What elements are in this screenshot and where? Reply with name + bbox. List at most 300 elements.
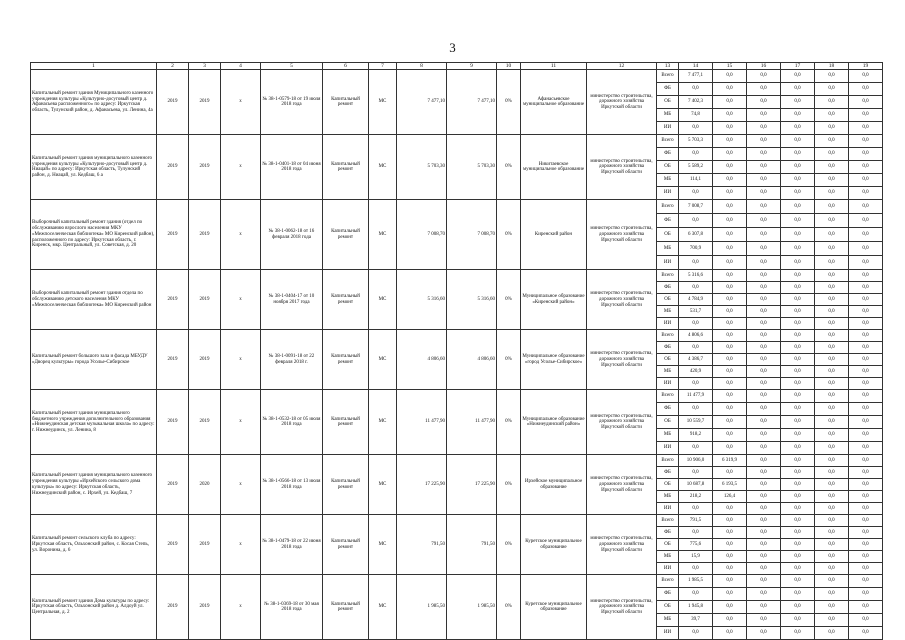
funding-source-label: Всего — [657, 575, 679, 588]
funding-value: 0,0 — [747, 527, 781, 539]
funding-value: 0,0 — [815, 527, 849, 539]
funding-value: 0,0 — [747, 366, 781, 378]
funding-value: 0,0 — [815, 242, 849, 256]
year-start: 2019 — [157, 200, 189, 270]
funding-value: 0,0 — [713, 96, 747, 109]
expertise-conclusion: № 38-1-0062-18 от 16 февраля 2018 года — [261, 200, 323, 270]
funding-value: 0,0 — [815, 390, 849, 403]
funding-value: 0,0 — [713, 354, 747, 366]
funding-value: 0,0 — [747, 601, 781, 614]
funding-value: 0,0 — [781, 242, 815, 256]
funding-value: 0,0 — [679, 83, 713, 96]
funding-value: 0,0 — [849, 318, 883, 330]
funding-value: 791,5 — [679, 515, 713, 527]
funding-value: 0,0 — [747, 491, 781, 503]
funding-value: 0,0 — [713, 109, 747, 122]
mark-cell: х — [221, 455, 261, 515]
funding-value: 0,0 — [781, 96, 815, 109]
funding-value: 0,0 — [747, 83, 781, 96]
ownership-cell: МС — [369, 575, 397, 640]
funding-source-label: ФБ — [657, 467, 679, 479]
funding-value: 0,0 — [849, 403, 883, 416]
work-type: Капитальный ремонт — [323, 455, 369, 515]
funding-value: 0,0 — [781, 342, 815, 354]
funding-value: 0,0 — [747, 256, 781, 270]
column-header: 6 — [323, 63, 369, 70]
funding-value: 0,0 — [781, 467, 815, 479]
column-header: 9 — [447, 63, 497, 70]
funding-value: 0,0 — [679, 378, 713, 390]
remaining-cost: 5 703,30 — [447, 135, 497, 200]
funding-value: 0,0 — [713, 256, 747, 270]
funding-value: 0,0 — [747, 467, 781, 479]
funding-value: 0,0 — [815, 467, 849, 479]
funding-value: 0,0 — [781, 282, 815, 294]
funding-value: 0,0 — [713, 515, 747, 527]
funding-value: 0,0 — [849, 83, 883, 96]
funding-value: 0,0 — [679, 282, 713, 294]
funding-value: 0,0 — [849, 161, 883, 174]
ownership-cell: МС — [369, 390, 397, 455]
funding-value: 0,0 — [713, 390, 747, 403]
funding-value: 0,0 — [815, 455, 849, 467]
funding-value: 0,0 — [747, 354, 781, 366]
funding-value: 0,0 — [815, 378, 849, 390]
funding-value: 0,0 — [815, 503, 849, 515]
funding-value: 0,0 — [781, 200, 815, 214]
funding-value: 7 477,1 — [679, 70, 713, 83]
funding-value: 0,0 — [713, 588, 747, 601]
column-header: 11 — [521, 63, 587, 70]
funding-value: 0,0 — [815, 174, 849, 187]
ownership-cell: МС — [369, 135, 397, 200]
estimated-cost: 4 806,60 — [397, 330, 447, 390]
funding-value: 0,0 — [679, 442, 713, 455]
funding-value: 0,0 — [815, 161, 849, 174]
object-description: Капитальный ремонт здания муниципального бюджетного учреждения дополнительного образования «Нижнеудинская детская музыкальная школа» по адресу: г. Нижнеудинск, ул. Ленина, 8 — [31, 390, 157, 455]
funding-value: 0,0 — [747, 416, 781, 429]
column-header: 4 — [221, 63, 261, 70]
ownership-cell: МС — [369, 515, 397, 575]
funding-value: 0,0 — [781, 318, 815, 330]
funding-value: 0,0 — [713, 503, 747, 515]
object-description: Капитальный ремонт большого зала и фасада МБУДУ «Дворец культуры» города Усолье-Сибирское — [31, 330, 157, 390]
funding-value: 0,0 — [679, 627, 713, 640]
header-row — [31, 63, 883, 70]
funding-value: 0,0 — [849, 366, 883, 378]
funding-value: 0,0 — [849, 242, 883, 256]
funding-value: 0,0 — [713, 614, 747, 627]
funding-value: 0,0 — [747, 588, 781, 601]
funding-value: 0,0 — [781, 515, 815, 527]
funding-value: 0,0 — [849, 551, 883, 563]
column-header: 2 — [157, 63, 189, 70]
readiness-percent: 0% — [497, 575, 521, 640]
funding-value: 0,0 — [781, 256, 815, 270]
funding-value: 0,0 — [815, 282, 849, 294]
funding-value: 0,0 — [815, 200, 849, 214]
funding-value: 0,0 — [849, 378, 883, 390]
funding-source-label: ИИ — [657, 442, 679, 455]
funding-value: 0,0 — [781, 527, 815, 539]
funding-value: 7 402,3 — [679, 96, 713, 109]
expertise-conclusion: № 38-1-0091-18 от 22 февраля 2018 г. — [261, 330, 323, 390]
funding-value: 0,0 — [815, 551, 849, 563]
funding-value: 0,0 — [781, 122, 815, 135]
municipality: Куретское муниципальное образование — [521, 575, 587, 640]
funding-source-label: МБ — [657, 614, 679, 627]
object-row — [31, 70, 883, 83]
funding-value: 0,0 — [849, 306, 883, 318]
funding-value: 0,0 — [781, 503, 815, 515]
funding-value: 0,0 — [713, 378, 747, 390]
object-description: Капитальный ремонт здания муниципального казенного учреждения культуры «Ирхейского сельского дома культуры» по адресу: Иркутская область, Нижнеудинский район, с. Ирхей, ул. Кедбаш, 7 — [31, 455, 157, 515]
funding-source-label: ОБ — [657, 294, 679, 306]
funding-value: 0,0 — [747, 228, 781, 242]
funding-value: 0,0 — [747, 330, 781, 342]
mark-cell: х — [221, 270, 261, 330]
funding-value: 0,0 — [781, 109, 815, 122]
funding-value: 0,0 — [713, 161, 747, 174]
funding-value: 0,0 — [849, 563, 883, 575]
funding-value: 0,0 — [849, 515, 883, 527]
funding-value: 0,0 — [815, 515, 849, 527]
funding-value: 0,0 — [747, 575, 781, 588]
object-description: Капитальный ремонт здания Дома культуры по адресу: Иркутская область, Ольхонский район д. Алдоуй ул. Центральная, д. 2 — [31, 575, 157, 640]
work-type: Капитальный ремонт — [323, 200, 369, 270]
funding-value: 0,0 — [815, 366, 849, 378]
municipality: Муниципальное образование «Нижнеудинский район» — [521, 390, 587, 455]
funding-value: 0,0 — [781, 390, 815, 403]
funding-value: 0,0 — [815, 601, 849, 614]
estimated-cost: 791,50 — [397, 515, 447, 575]
funding-source-label: ИИ — [657, 627, 679, 640]
funding-value: 0,0 — [781, 135, 815, 148]
remaining-cost: 7 477,10 — [447, 70, 497, 135]
funding-value: 0,0 — [781, 366, 815, 378]
column-header: 1 — [31, 63, 157, 70]
funding-value: 0,0 — [747, 479, 781, 491]
funding-value: 0,0 — [747, 96, 781, 109]
funding-value: 0,0 — [849, 256, 883, 270]
year-start: 2019 — [157, 70, 189, 135]
funding-value: 0,0 — [815, 429, 849, 442]
column-header: 18 — [815, 63, 849, 70]
funding-value: 0,0 — [815, 318, 849, 330]
funding-value: 10 687,8 — [679, 479, 713, 491]
funding-value: 0,0 — [849, 527, 883, 539]
customer: министерство строительства, дорожного хозяйства Иркутской области — [587, 270, 657, 330]
work-type: Капитальный ремонт — [323, 135, 369, 200]
funding-source-label: Всего — [657, 390, 679, 403]
funding-value: 0,0 — [781, 539, 815, 551]
objects-table — [30, 62, 883, 640]
funding-source-label: МБ — [657, 174, 679, 187]
expertise-conclusion: № 38-1-0369-18 от 30 мая 2018 года — [261, 575, 323, 640]
funding-value: 0,0 — [713, 416, 747, 429]
funding-value: 0,0 — [747, 282, 781, 294]
object-row — [31, 200, 883, 214]
funding-source-label: МБ — [657, 242, 679, 256]
expertise-conclusion: № 38-1-0479-18 от 22 июня 2018 года — [261, 515, 323, 575]
funding-value: 0,0 — [849, 588, 883, 601]
funding-value: 0,0 — [679, 588, 713, 601]
mark-cell: х — [221, 575, 261, 640]
municipality: Муниципальное образование «город Усолье-Сибирское» — [521, 330, 587, 390]
municipality: Киренский район — [521, 200, 587, 270]
column-header: 12 — [587, 63, 657, 70]
ownership-cell: МС — [369, 270, 397, 330]
column-header: 13 — [657, 63, 679, 70]
funding-source-label: Всего — [657, 515, 679, 527]
funding-value: 0,0 — [781, 354, 815, 366]
funding-value: 0,0 — [781, 403, 815, 416]
year-end: 2020 — [189, 455, 221, 515]
remaining-cost: 7 008,70 — [447, 200, 497, 270]
funding-value: 0,0 — [781, 83, 815, 96]
funding-value: 0,0 — [849, 96, 883, 109]
funding-value: 15,9 — [679, 551, 713, 563]
funding-source-label: МБ — [657, 109, 679, 122]
funding-value: 0,0 — [747, 390, 781, 403]
funding-value: 0,0 — [679, 148, 713, 161]
funding-value: 0,0 — [815, 614, 849, 627]
readiness-percent: 0% — [497, 70, 521, 135]
work-type: Капитальный ремонт — [323, 270, 369, 330]
mark-cell: х — [221, 515, 261, 575]
funding-value: 218,2 — [679, 491, 713, 503]
object-row — [31, 135, 883, 148]
funding-source-label: ОБ — [657, 161, 679, 174]
estimated-cost: 7 008,70 — [397, 200, 447, 270]
funding-source-label: ФБ — [657, 527, 679, 539]
funding-value: 0,0 — [849, 416, 883, 429]
funding-value: 0,0 — [781, 627, 815, 640]
funding-value: 0,0 — [849, 148, 883, 161]
readiness-percent: 0% — [497, 135, 521, 200]
object-description: Капитальный ремонт здания Муниципального казенного учреждения культуры «Культурно-досуговый центр д. Афанасьева распложенного» по адресу: Иркутская область, Тулунский район, д. Афанасьева, ул. Ленина, 4а — [31, 70, 157, 135]
funding-value: 0,0 — [713, 122, 747, 135]
funding-value: 0,0 — [713, 467, 747, 479]
column-header: 7 — [369, 63, 397, 70]
object-row — [31, 270, 883, 282]
funding-value: 0,0 — [815, 83, 849, 96]
funding-value: 0,0 — [781, 442, 815, 455]
funding-source-label: ИИ — [657, 256, 679, 270]
funding-value: 0,0 — [849, 575, 883, 588]
funding-source-label: ИИ — [657, 503, 679, 515]
funding-value: 0,0 — [679, 187, 713, 200]
object-description: Выборочный капитальный ремонт здания (отдел по обслуживанию взрослого населения МКУ «Межпоселенческая библиотека» МО Киренский район), расположенного по адресу: Иркутская область, г. Киренск, мкр. Центральный, ул. Советская, д. 20 — [31, 200, 157, 270]
funding-value: 0,0 — [849, 627, 883, 640]
funding-value: 0,0 — [713, 294, 747, 306]
funding-source-label: ИИ — [657, 318, 679, 330]
funding-value: 0,0 — [815, 416, 849, 429]
funding-value: 918,2 — [679, 429, 713, 442]
customer: министерство строительства, дорожного хозяйства Иркутской области — [587, 575, 657, 640]
column-header: 10 — [497, 63, 521, 70]
funding-value: 0,0 — [747, 200, 781, 214]
funding-value: 0,0 — [781, 148, 815, 161]
funding-value: 0,0 — [679, 563, 713, 575]
year-start: 2019 — [157, 135, 189, 200]
funding-value: 4 806,6 — [679, 330, 713, 342]
funding-value: 4 784,9 — [679, 294, 713, 306]
funding-value: 0,0 — [747, 122, 781, 135]
funding-value: 0,0 — [679, 122, 713, 135]
funding-value: 0,0 — [747, 614, 781, 627]
funding-value: 0,0 — [781, 330, 815, 342]
funding-source-label: Всего — [657, 455, 679, 467]
funding-value: 0,0 — [713, 200, 747, 214]
funding-value: 0,0 — [781, 70, 815, 83]
funding-value: 0,0 — [849, 282, 883, 294]
funding-value: 0,0 — [679, 527, 713, 539]
year-end: 2019 — [189, 575, 221, 640]
expertise-conclusion: № 38-1-0579-18 от 19 июля 2018 года — [261, 70, 323, 135]
funding-value: 531,7 — [679, 306, 713, 318]
funding-value: 0,0 — [781, 575, 815, 588]
object-description: Капитальный ремонт здания муниципального казенного учреждения культуры «Культурно-досуговый центр д. Ниацай» по адресу: Иркутская область, Тулунский район, д. Ниацай, ул. Кедбаш, 6 а — [31, 135, 157, 200]
funding-source-label: ФБ — [657, 403, 679, 416]
funding-value: 0,0 — [849, 455, 883, 467]
funding-value: 0,0 — [747, 214, 781, 228]
column-header: 17 — [781, 63, 815, 70]
year-end: 2019 — [189, 70, 221, 135]
funding-source-label: Всего — [657, 200, 679, 214]
funding-value: 0,0 — [815, 354, 849, 366]
funding-value: 0,0 — [747, 174, 781, 187]
funding-value: 0,0 — [747, 378, 781, 390]
page-number: 3 — [449, 40, 456, 55]
funding-value: 0,0 — [849, 342, 883, 354]
funding-value: 775,6 — [679, 539, 713, 551]
ownership-cell: МС — [369, 200, 397, 270]
expertise-conclusion: № 38-1-0566-18 от 13 июля 2018 года — [261, 455, 323, 515]
funding-value: 420,9 — [679, 366, 713, 378]
funding-value: 0,0 — [849, 270, 883, 282]
funding-value: 0,0 — [815, 122, 849, 135]
funding-value: 0,0 — [781, 614, 815, 627]
funding-value: 0,0 — [679, 256, 713, 270]
funding-value: 0,0 — [815, 442, 849, 455]
funding-value: 0,0 — [713, 187, 747, 200]
funding-source-label: ОБ — [657, 354, 679, 366]
funding-value: 0,0 — [781, 416, 815, 429]
funding-value: 0,0 — [747, 442, 781, 455]
work-type: Капитальный ремонт — [323, 70, 369, 135]
funding-value: 0,0 — [679, 467, 713, 479]
funding-source-label: ОБ — [657, 601, 679, 614]
funding-value: 0,0 — [781, 588, 815, 601]
mark-cell: х — [221, 70, 261, 135]
funding-value: 0,0 — [781, 270, 815, 282]
mark-cell: х — [221, 135, 261, 200]
funding-value: 0,0 — [815, 306, 849, 318]
year-end: 2019 — [189, 515, 221, 575]
funding-value: 0,0 — [679, 403, 713, 416]
funding-value: 0,0 — [713, 342, 747, 354]
funding-value: 0,0 — [747, 403, 781, 416]
funding-value: 0,0 — [781, 455, 815, 467]
funding-value: 0,0 — [747, 270, 781, 282]
municipality: Афанасьевское муниципальное образование — [521, 70, 587, 135]
expertise-conclusion: № 38-1-0404-17 от 10 ноября 2017 года — [261, 270, 323, 330]
funding-source-label: МБ — [657, 551, 679, 563]
funding-value: 0,0 — [781, 294, 815, 306]
funding-value: 0,0 — [713, 551, 747, 563]
funding-source-label: ОБ — [657, 479, 679, 491]
funding-value: 0,0 — [815, 342, 849, 354]
customer: министерство строительства, дорожного хозяйства Иркутской области — [587, 455, 657, 515]
funding-value: 0,0 — [679, 503, 713, 515]
ownership-cell: МС — [369, 70, 397, 135]
mark-cell: х — [221, 390, 261, 455]
mark-cell: х — [221, 200, 261, 270]
funding-value: 5 316,6 — [679, 270, 713, 282]
remaining-cost: 4 806,60 — [447, 330, 497, 390]
funding-value: 1 985,5 — [679, 575, 713, 588]
year-end: 2019 — [189, 200, 221, 270]
funding-value: 0,0 — [781, 161, 815, 174]
funding-value: 39,7 — [679, 614, 713, 627]
object-row — [31, 390, 883, 403]
funding-value: 0,0 — [713, 442, 747, 455]
work-type: Капитальный ремонт — [323, 330, 369, 390]
work-type: Капитальный ремонт — [323, 575, 369, 640]
funding-source-label: ОБ — [657, 96, 679, 109]
year-end: 2019 — [189, 135, 221, 200]
funding-value: 0,0 — [747, 242, 781, 256]
column-header: 19 — [849, 63, 883, 70]
funding-value: 0,0 — [849, 601, 883, 614]
readiness-percent: 0% — [497, 455, 521, 515]
ownership-cell: МС — [369, 455, 397, 515]
funding-value: 0,0 — [781, 214, 815, 228]
funding-value: 0,0 — [781, 601, 815, 614]
funding-value: 0,0 — [849, 214, 883, 228]
readiness-percent: 0% — [497, 200, 521, 270]
year-end: 2019 — [189, 270, 221, 330]
estimated-cost: 5 703,30 — [397, 135, 447, 200]
funding-value: 0,0 — [747, 161, 781, 174]
funding-value: 0,0 — [713, 366, 747, 378]
funding-value: 0,0 — [713, 174, 747, 187]
funding-value: 0,0 — [679, 318, 713, 330]
funding-value: 0,0 — [713, 135, 747, 148]
object-description: Выборочный капитальный ремонт здания отдела по обслуживанию детского населения МКУ «Межпоселенческая библиотека» МО Киренский район — [31, 270, 157, 330]
funding-value: 0,0 — [713, 429, 747, 442]
funding-value: 0,0 — [713, 563, 747, 575]
funding-value: 0,0 — [849, 200, 883, 214]
funding-value: 0,0 — [849, 70, 883, 83]
object-row — [31, 575, 883, 588]
funding-value: 0,0 — [815, 294, 849, 306]
object-row — [31, 515, 883, 527]
funding-value: 0,0 — [815, 256, 849, 270]
funding-source-label: ФБ — [657, 342, 679, 354]
funding-value: 5 589,2 — [679, 161, 713, 174]
column-header: 15 — [713, 63, 747, 70]
year-start: 2019 — [157, 390, 189, 455]
funding-source-label: ИИ — [657, 187, 679, 200]
year-end: 2019 — [189, 330, 221, 390]
funding-value: 0,0 — [713, 282, 747, 294]
funding-value: 0,0 — [713, 403, 747, 416]
year-start: 2019 — [157, 455, 189, 515]
funding-value: 0,0 — [747, 551, 781, 563]
object-row — [31, 330, 883, 342]
